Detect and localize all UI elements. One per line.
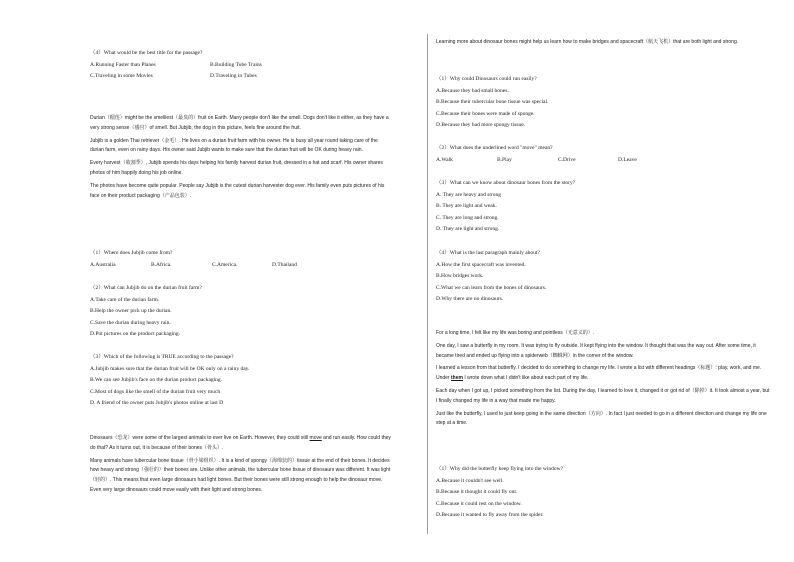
question-durian-1: [90, 248, 392, 271]
option-d: D.Thailand: [272, 261, 297, 268]
option-d: D.Because they had more spongy tissue.: [436, 122, 526, 129]
option-c: C.What we can learn from the bones of dinosaurs.: [436, 284, 547, 291]
passage-paragraph: Jubjib is a golden Thai retriever（金毛）. He lives on a durian fruit farm with his owner. He is busy all year round taking care of the durian farm, even on rainy days. His owner said Jubjib wants to make sure that the durian fruit will be OK during heavy rain.: [90, 137, 378, 154]
option-a: A.How the first spacecraft was invented.: [436, 261, 526, 268]
passage-paragraph: Each day when I got up, I picked something from the list. During the day, I learned to love it, changed it or got rid of（除掉）it. It took almost a year, but I finally changed my life in a way that made me happy.: [436, 387, 770, 404]
text-segment: I wrote down what I didn't like about each part of my life.: [462, 375, 589, 382]
option-a: A.Because they had small bones.: [436, 87, 509, 94]
option-b: B.Play: [497, 156, 512, 163]
option-a: A.Because it couldn't see well.: [436, 477, 504, 484]
dinosaur-passage: [90, 434, 392, 496]
butterfly-passage: [436, 329, 772, 429]
question-dino-4: [436, 248, 772, 306]
column-divider: [427, 34, 428, 534]
underlined-word-them: them: [451, 375, 463, 382]
option-c: C.America.: [212, 261, 238, 268]
option-d: D.Leave: [618, 156, 637, 163]
option-b: B.Building Tube Trains: [210, 61, 262, 68]
passage-paragraph: [90, 434, 392, 454]
question-dino-1: [436, 74, 772, 132]
underlined-word-move: move: [309, 435, 322, 441]
option-c: C.Because their bones were made of sponge.: [436, 110, 535, 117]
option-d: D. They are light and strong.: [436, 226, 500, 233]
passage-paragraph: One day, I saw a butterfly in my room. It was trying to fly outside. It kept flying into the window. It thought that was the way out. After some time, it became tired and ended up flying into a spiderweb（蜘蛛网）in the corner of the window.: [436, 342, 756, 359]
option-d: D.Because it wanted to fly away from the spider.: [436, 512, 544, 519]
dinosaur-last-paragraph: [436, 38, 772, 48]
text-segment: I learned a lesson from that butterfly. I decided to do something to change my life. I wrote a list with different headings（标题）: play, work, and me. Under: [436, 365, 762, 382]
option-a: A.Running Faster than Planes: [90, 61, 156, 68]
question-dino-2: [436, 143, 772, 166]
option-b: B.Because their tubercular bone tissue was special.: [436, 99, 549, 106]
question-stem: （2）What can Jubjib do on the durian fruit farm?: [90, 285, 202, 291]
question-stem: （1）Why did the butterfly keep flying into the window?: [436, 466, 564, 472]
option-b: B.Because it thought it could fly out.: [436, 489, 518, 496]
option-a: A.Take care of the durian farm.: [90, 296, 160, 303]
option-a: A.Walk: [436, 156, 453, 163]
question-dino-3: [436, 178, 772, 236]
question-stem: （2）What does the underlined word "move" mean?: [436, 145, 553, 151]
passage-paragraph: Many animals have tubercular bone tissue（骨小梁组织）. It is a kind of spongy（海绵状的）tissue at the end of their bones. It decides how heavy and strong（强壮的）their bones are. Unlike other animals, the tubercular bone tissue of dinosaurs was different. It was light（轻的）. This means that even large dinosaurs had light bones. But their bones were still strong enough to help the dinosaur move. Even very large dinosaurs could move easily with their light and strong bones.: [90, 457, 391, 493]
question-best-title: [90, 48, 392, 83]
text-segment: and run easily. How could they do that? As it turns out, it is because of their bones（骨头）.: [90, 435, 391, 451]
passage-paragraph: [436, 364, 772, 384]
option-d: D.Why there are no dinosaurs.: [436, 296, 504, 303]
option-b: B.Africa.: [151, 261, 172, 268]
option-a: A. They are heavy and strong: [436, 191, 501, 198]
option-b: B.Help the owner pick up the durian.: [90, 308, 172, 315]
option-c: C.Most of dogs like the smell of the durian fruit very much: [90, 388, 221, 395]
question-durian-2: [90, 283, 392, 341]
text-segment: Dinosaurs（恐龙）were some of the largest animals to ever live on Earth. However, they could still: [90, 435, 310, 441]
option-c: C.Drive: [558, 156, 576, 163]
option-a: A.Australia: [90, 261, 116, 268]
option-c: C. They are long and strong.: [436, 214, 499, 221]
question-stem: （3）Which of the following is TRUE according to the passage?: [90, 354, 234, 360]
option-c: C.Because it could rest on the window.: [436, 500, 522, 507]
durian-passage: [90, 114, 392, 201]
option-d: D.Traveling in Tubes: [210, 73, 257, 80]
question-stem: （1）Where does Jubjib come from?: [90, 250, 173, 256]
passage-paragraph: Learning more about dinosaur bones might help us learn how to make bridges and spacecraft（航天飞机）that are both light and strong.: [436, 39, 739, 45]
question-stem: （1）Why could Dinosaurs could run easily?: [436, 76, 537, 82]
passage-paragraph: Just like the butterfly, I used to just keep going in the same direction（方向）. In fact I just needed to go in a different direction and change my life one step at a time.: [436, 410, 767, 427]
option-b: B.How bridges work.: [436, 273, 484, 280]
passage-paragraph: The photos have become quite popular. People say Jubjib is the cutest durian harvester dog ever. His family even puts pictures of his face on their product packaging（产品包装）.: [90, 182, 385, 199]
option-d: D.Put pictures on the product packaging.: [90, 331, 180, 338]
option-a: A.Jubjib makes sure that the durian fruit will be OK only on a rainy day.: [90, 365, 250, 372]
question-stem: （4）What is the last paragraph mainly about?: [436, 250, 540, 256]
option-c: C.Save the durian during heavy rain.: [90, 319, 171, 326]
question-butterfly-1: [436, 464, 772, 522]
question-durian-3: [90, 352, 392, 410]
passage-paragraph: For a long time, I felt like my life was boring and pointless（无意义的）.: [436, 330, 595, 336]
question-stem: （3）What can we know about dinosaur bones from the story?: [436, 180, 576, 186]
option-b: B. They are light and weak.: [436, 203, 497, 210]
question-stem: （4）What would be the best title for the passage?: [90, 50, 203, 56]
passage-paragraph: Every harvest（收割季）, Jubjib spends his days helping his family harvest durian fruit, dressed in a hat and scarf. His owner shares photos of him happily doing his job online.: [90, 160, 383, 176]
passage-paragraph: Durian（榴莲）might be the smelliest（最臭的）fruit on Earth. Many people don't like the smell. Dogs don't like it either, as they have a very strong sense（感官）of smell. But Jubjib, the dog in this picture, feels fine around the fruit.: [90, 115, 389, 131]
option-b: B.We can see Jubjib's face on the durian product packaging.: [90, 377, 223, 384]
option-c: C.Traveling in some Movies: [90, 73, 153, 80]
option-d: D. A friend of the owner puts Jubjib's photos online at last D: [90, 400, 224, 407]
